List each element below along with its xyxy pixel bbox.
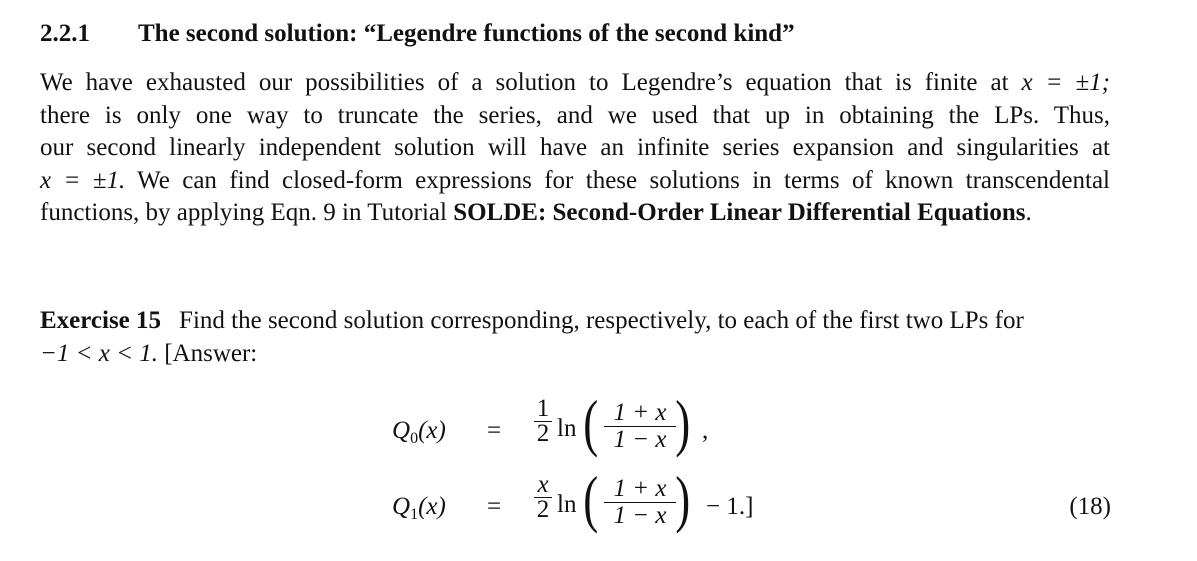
fraction-denominator: 1 − x (613, 426, 667, 453)
subscript: 0 (410, 430, 419, 447)
equals-sign: = (487, 493, 502, 520)
paragraph-text: We can find closed-form expressions for these solutions in terms of known transcendental (125, 166, 1110, 194)
section-heading (40, 20, 795, 48)
inline-math: −1 < x < 1. (40, 339, 158, 367)
tutorial-reference: SOLDE: Second-Order Linear Differential Equations (453, 199, 1026, 226)
paragraph-text: . (1025, 199, 1032, 226)
paragraph-line-4 (40, 165, 1110, 198)
fraction-denominator: 2 (536, 420, 550, 447)
ln-operator: ln (557, 491, 577, 518)
paragraph-text: We have exhausted our possibilities of a solution to Legendre’s equation that is finite at (40, 69, 1022, 96)
equation-lhs (392, 417, 446, 448)
log-argument-fraction (604, 476, 676, 529)
function-name: Q (392, 417, 411, 444)
function-argument: (x) (418, 417, 446, 444)
paragraph-line-5 (40, 197, 1110, 230)
exercise-line-2 (40, 338, 1110, 371)
equation-q1 (0, 463, 1197, 543)
fraction-numerator: x (534, 473, 552, 498)
ln-operator: ln (557, 415, 577, 442)
equation-q0 (0, 387, 1197, 467)
paragraph-line-1 (40, 67, 1110, 100)
paragraph-line-2: there is only one way to truncate the series, and we used that up in obtaining the LPs. Thus, (40, 101, 1110, 129)
subscript: 1 (410, 506, 419, 523)
equation-lhs (392, 493, 446, 524)
inline-math: x = ±1. (40, 166, 126, 194)
exercise-line-1 (40, 305, 1110, 338)
fraction-denominator: 2 (536, 496, 550, 523)
paragraph-text: functions, by applying Eqn. 9 in Tutorial (40, 199, 454, 226)
function-argument: (x) (418, 493, 446, 520)
body-paragraph (40, 67, 1110, 230)
equation-tail: − 1.] (706, 493, 754, 520)
left-paren: ( (583, 387, 599, 458)
coefficient-fraction (534, 473, 552, 522)
exercise-text: [Answer: (157, 339, 258, 367)
fraction-numerator: 1 (534, 397, 552, 422)
section-title: The second solution: “Legendre functions of the second kind” (138, 20, 795, 47)
exercise-block (40, 305, 1110, 370)
coefficient-fraction (534, 397, 552, 446)
paragraph-line-3: our second linearly independent solution will have an infinite series expansion and singularities at (40, 134, 1110, 161)
exercise-label: Exercise 15 (40, 307, 162, 334)
exercise-text: Find the second solution corresponding, respectively, to each of the first two LPs for (179, 307, 1024, 334)
equation-tail: , (702, 417, 709, 444)
section-number: 2.2.1 (40, 20, 90, 47)
fraction-numerator: 1 + x (604, 476, 676, 503)
right-paren: ) (675, 463, 691, 534)
fraction-numerator: 1 + x (604, 400, 676, 427)
function-name: Q (392, 493, 411, 520)
fraction-denominator: 1 − x (613, 502, 667, 529)
equation-number: (18) (1069, 493, 1111, 520)
log-argument-fraction (604, 400, 676, 453)
inline-math: x = ±1; (1021, 69, 1111, 96)
equals-sign: = (487, 417, 502, 444)
left-paren: ( (583, 463, 599, 534)
right-paren: ) (675, 387, 691, 458)
